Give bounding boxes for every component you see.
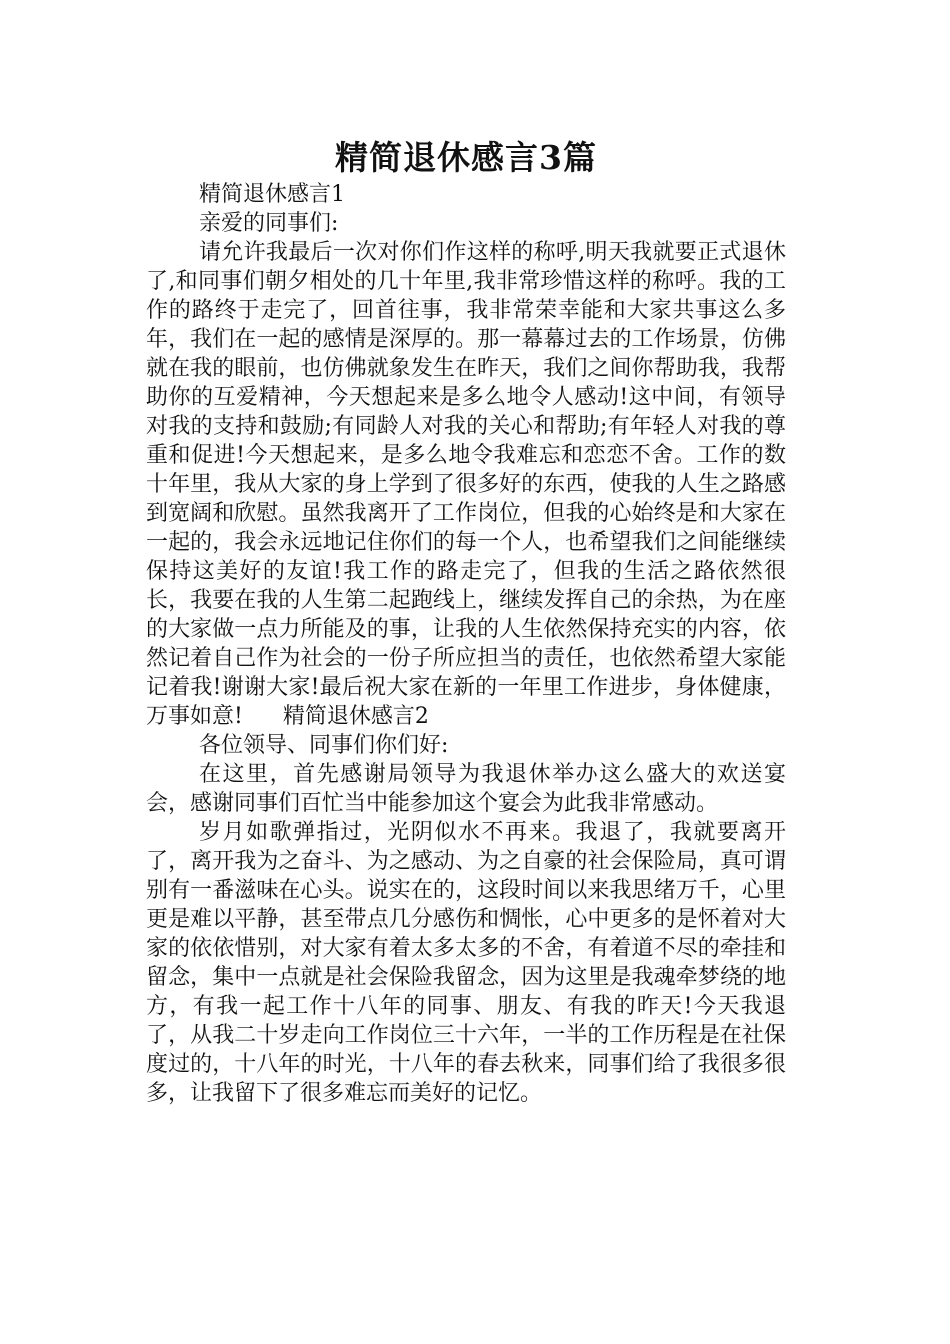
document-page	[146, 136, 786, 1108]
document-body	[146, 180, 786, 1108]
section1-salutation: 亲爱的同事们:	[199, 211, 339, 236]
section2-paragraph: 在这里，首先感谢局领导为我退休举办这么盛大的欢送宴会，感谢同事们百忙当中能参加这个宴会为此我非常感动。	[146, 762, 786, 816]
document-title: 精简退休感言3篇	[335, 138, 597, 177]
section1-paragraph	[146, 238, 786, 731]
section2-heading: 精简退休感言2	[282, 704, 429, 729]
section2-salutation: 各位领导、同事们你们好:	[199, 733, 449, 758]
section1-heading: 精简退休感言1	[199, 182, 345, 207]
section1-body: 请允许我最后一次对你们作这样的称呼,明天我就要正式退休了,和同事们朝夕相处的几十年里,我非常珍惜这样的称呼。我的工作的路终于走完了，回首往事，我非常荣幸能和大家共事这么多年，我们在一起的感情是深厚的。那一幕幕过去的工作场景，仿佛就在我的眼前，也仿佛就象发生在昨天，我们之间你帮助我，我帮助你的互爱精神，今天想起来是多么地令人感动!这中间，有领导对我的支持和鼓励;有同龄人对我的关心和帮助;有年轻人对我的尊重和促进!今天想起来，是多么地令我难忘和恋恋不舍。工作的数十年里，我从大家的身上学到了很多好的东西，使我的人生之路感到宽阔和欣慰。虽然我离开了工作岗位，但我的心始终是和大家在一起的，我会永远地记住你们的每一个人，也希望我们之间能继续保持这美好的友谊!我工作的路走完了，但我的生活之路依然很长，我要在我的人生第二起跑线上，继续发挥自己的余热，为在座的大家做一点力所能及的事，让我的人生依然保持充实的内容，依然记着自己作为社会的一份子所应担当的责任，也依然希望大家能记着我!谢谢大家!最后祝大家在新的一年里工作进步，身体健康，万事如意!	[146, 240, 786, 729]
section2-paragraph: 岁月如歌弹指过，光阴似水不再来。我退了，我就要离开了，离开我为之奋斗、为之感动、为之自豪的社会保险局，真可谓别有一番滋味在心头。说实在的，这段时间以来我思绪万千，心里更是难以平静，甚至带点几分感伤和惆怅，心中更多的是怀着对大家的依依惜别，对大家有着太多太多的不舍，有着道不尽的牵挂和留念，集中一点就是社会保险我留念，因为这里是我魂牵梦绕的地方，有我一起工作十八年的同事、朋友、有我的昨天!今天我退了，从我二十岁走向工作岗位三十六年，一半的工作历程是在社保度过的，十八年的时光，十八年的春去秋来，同事们给了我很多很多，让我留下了很多难忘而美好的记忆。	[146, 820, 786, 1106]
